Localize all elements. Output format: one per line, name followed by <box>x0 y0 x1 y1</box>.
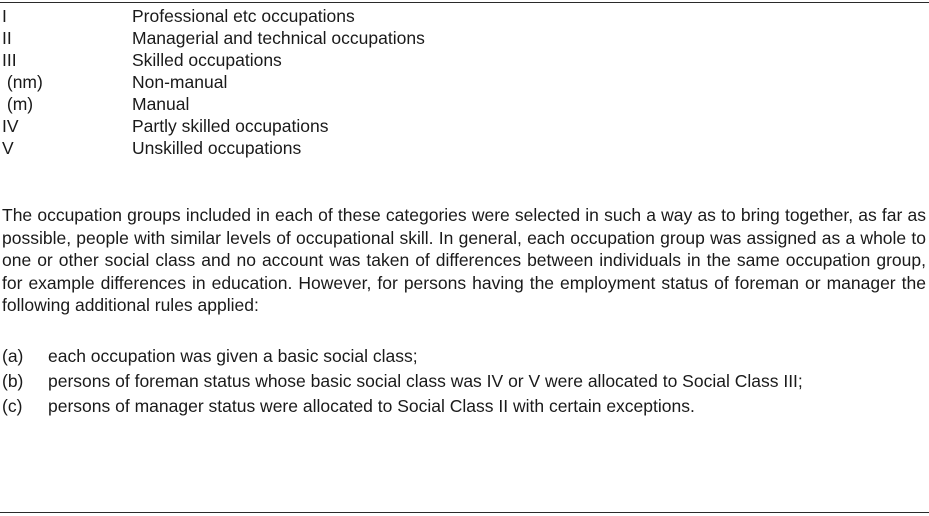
class-code: I <box>2 6 7 26</box>
class-label: Managerial and technical occupations <box>132 28 425 48</box>
social-class-list <box>2 5 902 159</box>
rule-marker: (a) <box>2 346 24 366</box>
class-code: IV <box>2 116 19 136</box>
class-code: II <box>2 28 12 48</box>
class-row <box>2 5 902 27</box>
class-code: III <box>2 50 17 70</box>
rule-marker: (c) <box>2 396 23 416</box>
rule-text: persons of manager status were allocated to Social Class II with certain exceptions. <box>48 396 695 416</box>
rule-marker: (b) <box>2 371 24 391</box>
class-label: Professional etc occupations <box>132 6 355 26</box>
class-code: (m) <box>2 94 34 114</box>
rule-text: persons of foreman status whose basic social class was IV or V were allocated to Social Class III; <box>48 371 803 391</box>
rule-item <box>2 345 926 368</box>
class-row <box>2 27 902 49</box>
bottom-rule <box>0 512 929 513</box>
class-row <box>2 49 902 71</box>
class-row <box>2 137 902 159</box>
rule-text: each occupation was given a basic social class; <box>48 346 418 366</box>
rule-item <box>2 370 926 393</box>
explanatory-paragraph: The occupation groups included in each of these categories were selected in such a way as to bring together, as far as possible, people with similar levels of occupational skill. In general, each occupation group was assigned as a whole to one or other social class and no account was taken of differences between individuals in the same occupation group, for example differences in education. However, for persons having the employment status of foreman or manager the following additional rules applied: <box>2 205 926 315</box>
rule-item <box>2 395 926 418</box>
class-label: Unskilled occupations <box>132 138 302 158</box>
class-label: Non-manual <box>132 72 228 92</box>
class-code: (nm) <box>2 72 43 92</box>
class-label: Partly skilled occupations <box>132 116 329 136</box>
class-label: Manual <box>132 94 190 114</box>
top-rule <box>0 2 929 3</box>
class-row <box>2 115 902 137</box>
class-row <box>2 71 902 93</box>
class-label: Skilled occupations <box>132 50 282 70</box>
class-row <box>2 93 902 115</box>
class-code: V <box>2 138 14 158</box>
additional-rules-list <box>2 345 926 420</box>
